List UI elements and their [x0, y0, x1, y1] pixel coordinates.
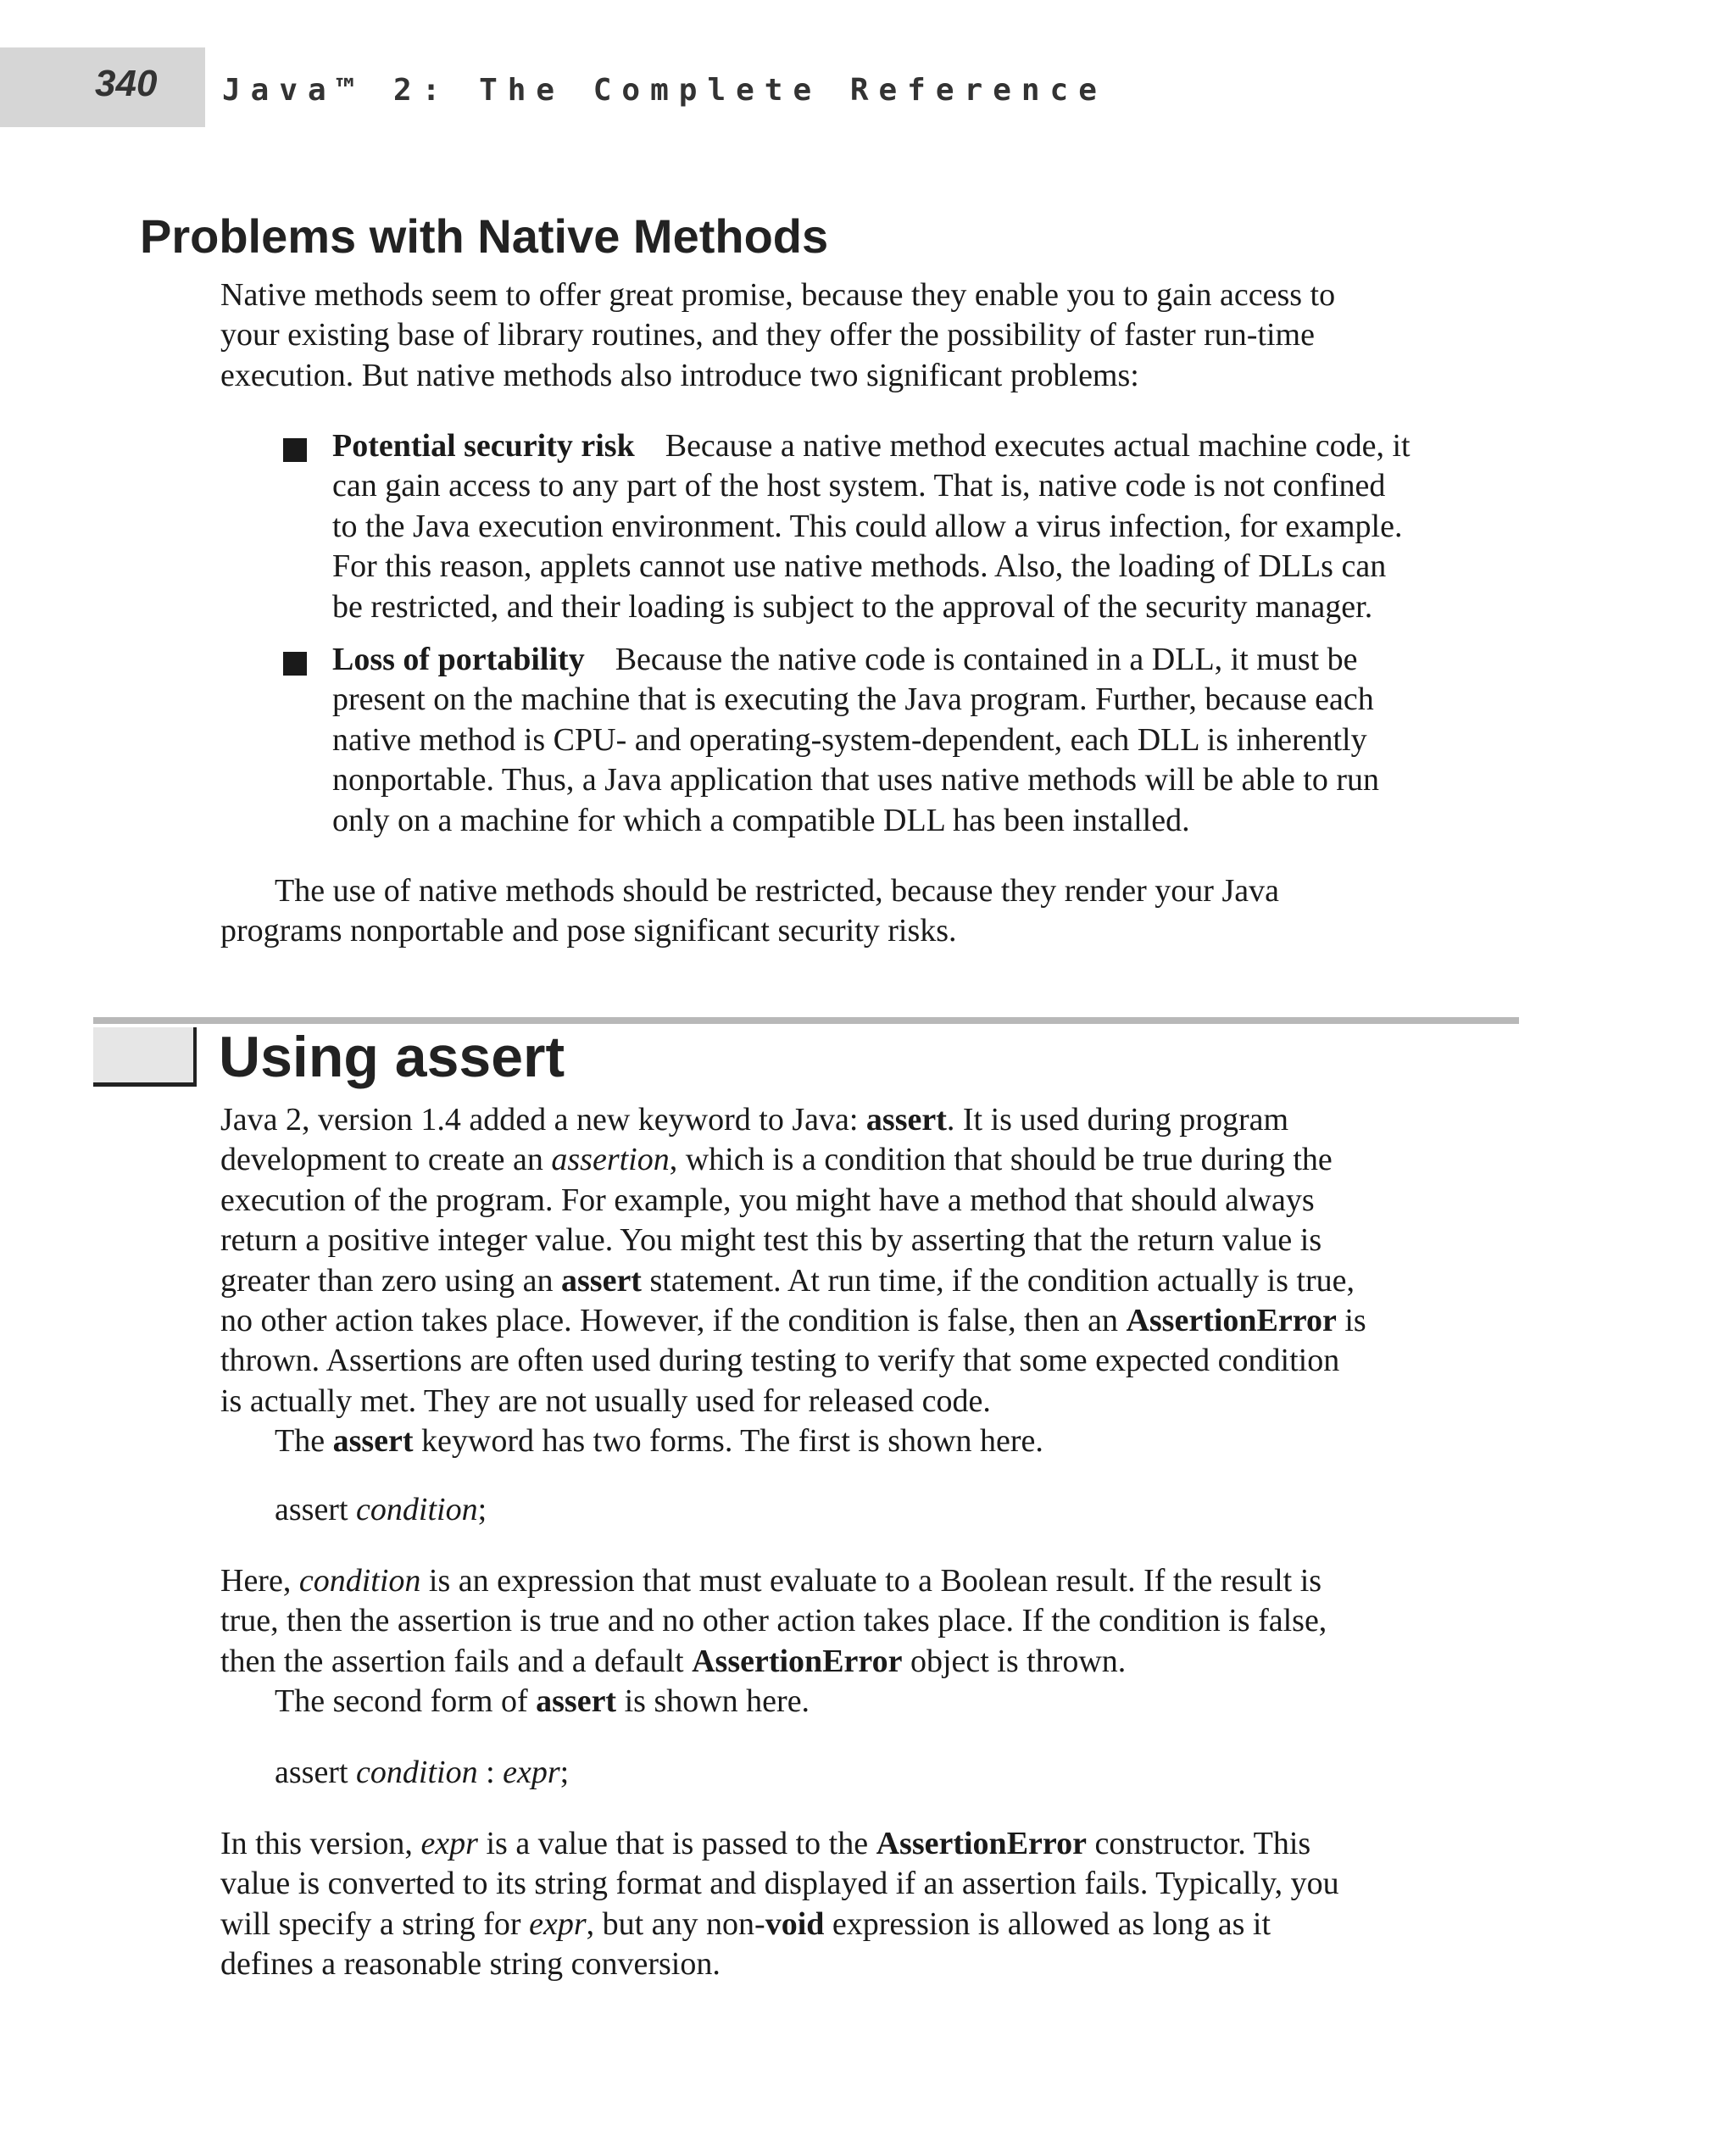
bullet-term: Potential security risk: [332, 428, 635, 464]
text-line: defines a reasonable string conversion.: [220, 1946, 721, 1983]
running-head: Java™ 2: The Complete Reference: [222, 73, 1107, 108]
closing-paragraph: [220, 871, 1517, 952]
text-line: execution of the program. For example, you might have a method that should always: [220, 1182, 1315, 1218]
class-assertionerror: AssertionError: [692, 1643, 903, 1679]
term-assertion: assertion: [551, 1142, 670, 1178]
bullet-square-icon: [283, 438, 307, 462]
text-line: For this reason, applets cannot use native methods. Also, the loading of DLLs can: [332, 548, 1387, 585]
text-line: present on the machine that is executing the Java program. Further, because each: [332, 681, 1374, 718]
code-example-2: assert condition : expr;: [275, 1755, 570, 1790]
section-title-native-methods: Problems with Native Methods: [140, 209, 829, 263]
text-line: nonportable. Thus, a Java application that uses native methods will be able to run: [332, 762, 1380, 798]
keyword-void: void: [765, 1905, 825, 1942]
keyword-assert: assert: [561, 1262, 642, 1299]
bullet-square-icon: [283, 652, 307, 676]
intro-paragraph: [220, 275, 1517, 396]
text-line: The use of native methods should be restricted, because they render your Java: [275, 873, 1279, 909]
text-line: true, then the assertion is true and no other action takes place. If the condition is false,: [220, 1603, 1327, 1639]
text-line: thrown. Assertions are often used during testing to verify that some expected condition: [220, 1343, 1340, 1379]
section-marker-box: [93, 1027, 197, 1087]
text-line: can gain access to any part of the host system. That is, native code is not confined: [332, 468, 1386, 504]
bullet-item-portability: [283, 640, 1521, 841]
text-line: execution. But native methods also introduce two significant problems:: [220, 357, 1139, 393]
text-line: value is converted to its string format and displayed if an assertion fails. Typically, you: [220, 1866, 1339, 1902]
condition-paragraph: Here, condition is an expression that must evaluate to a Boolean result. If the result is true, then the assertion is true and no other action takes place. If the condition is false, then the assertion fails and a default AssertionError object is thrown. The second form of assert is shown here.: [220, 1561, 1517, 1722]
keyword-assert: assert: [865, 1102, 947, 1138]
section-divider: [93, 1017, 1519, 1024]
expr-paragraph: In this version, expr is a value that is passed to the AssertionError constructor. This value is converted to its string format and displayed if an assertion fails. Typically, you will specify a string for expr, but any non-void expression is allowed as long as it defines a reasonable string conversion.: [220, 1824, 1517, 1985]
text-line: only on a machine for which a compatible DLL has been installed.: [332, 802, 1190, 838]
text-line: return a positive integer value. You might test this by asserting that the return value is: [220, 1222, 1322, 1259]
assert-intro-paragraph: Java 2, version 1.4 added a new keyword to Java: assert. It is used during program development to create an assertion, which is a condition that should be true during the execution of the program. For example, you might have a method that should always return a positive integer value. You might test this by asserting that the return value is greater than zero using an assert statement. At run time, if the condition actually is true, no other action takes place. However, if the condition is false, then an AssertionError is thrown. Assertions are often used during testing to verify that some expected condition is actually met. They are not usually used for released code. The assert keyword has two forms. The first is shown here.: [220, 1100, 1517, 1462]
text-line: be restricted, and their loading is subject to the approval of the security manager.: [332, 588, 1373, 625]
text-line: to the Java execution environment. This could allow a virus infection, for example.: [332, 508, 1403, 544]
code-example-1: assert condition;: [275, 1492, 487, 1527]
text-line: Native methods seem to offer great promise, because they enable you to gain access to: [220, 277, 1336, 313]
keyword-assert: assert: [536, 1683, 617, 1720]
text-line: your existing base of library routines, and they offer the possibility of faster run-time: [220, 317, 1315, 353]
text-line: is actually met. They are not usually used for released code.: [220, 1382, 991, 1419]
bullet-item-security-risk: [283, 426, 1521, 627]
text-line: Because the native code is contained in a DLL, it must be: [615, 642, 1358, 677]
bullet-term: Loss of portability: [332, 642, 585, 677]
keyword-assert: assert: [332, 1423, 414, 1460]
text-line: Because a native method executes actual machine code, it: [665, 428, 1410, 464]
text-line: programs nonportable and pose significant security risks.: [220, 913, 957, 949]
class-assertionerror: AssertionError: [1126, 1303, 1337, 1339]
section-title-using-assert: Using assert: [219, 1025, 565, 1089]
class-assertionerror: AssertionError: [876, 1826, 1087, 1861]
page-number: 340: [95, 63, 158, 104]
text-line: native method is CPU- and operating-system-dependent, each DLL is inherently: [332, 721, 1367, 758]
